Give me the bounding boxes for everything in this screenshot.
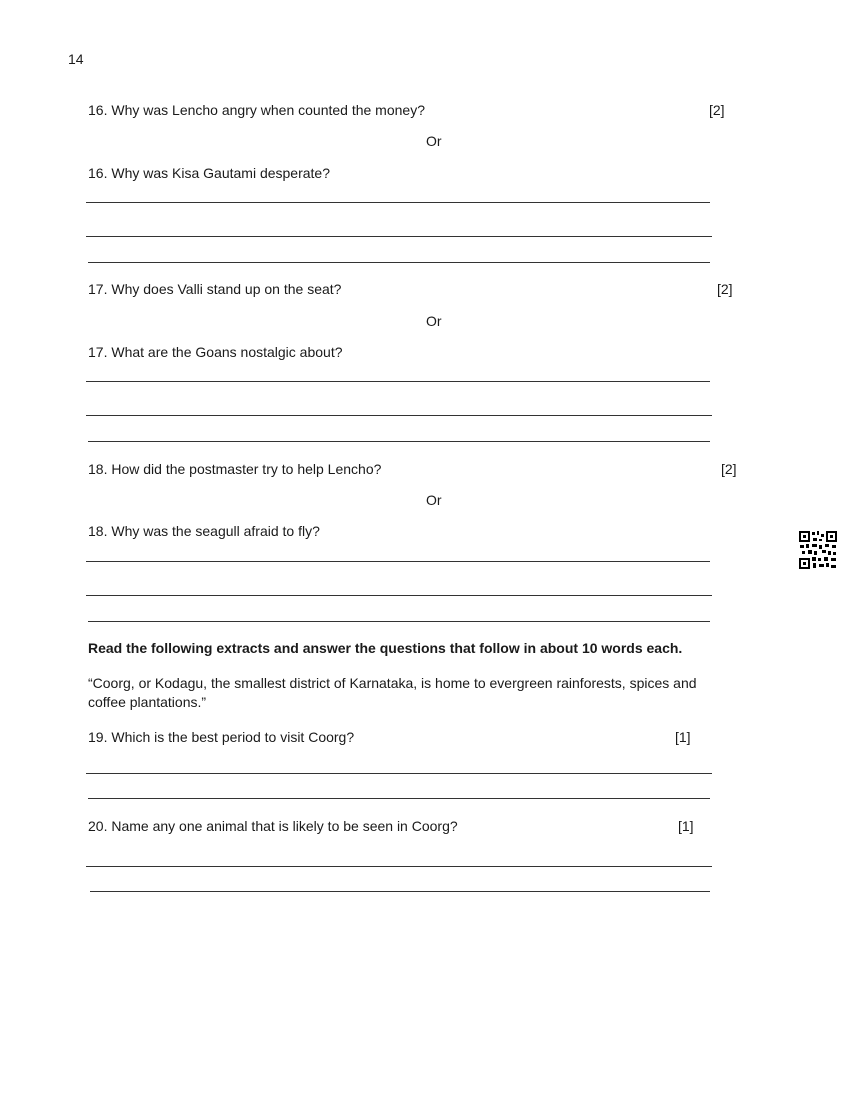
or-label-18: Or [426,492,442,508]
marks-16: [2] [709,102,725,118]
marks-20: [1] [678,818,694,834]
answer-line[interactable] [86,202,710,203]
extract-line-1: “Coorg, or Kodagu, the smallest district of Karnataka, is home to evergreen rainforests, spices and [88,675,697,691]
question-16a: 16. Why was Lencho angry when counted the money? [88,102,425,118]
answer-line[interactable] [88,262,710,263]
or-label-17: Or [426,313,442,329]
qr-code-icon [798,530,838,570]
answer-line[interactable] [86,561,710,562]
answer-line[interactable] [86,236,712,237]
marks-19: [1] [675,729,691,745]
answer-line[interactable] [86,773,712,774]
or-label-16: Or [426,133,442,149]
answer-line[interactable] [88,798,710,799]
question-19: 19. Which is the best period to visit Coorg? [88,729,355,745]
answer-line[interactable] [88,621,710,622]
section-heading: Read the following extracts and answer the questions that follow in about 10 words each. [88,640,683,656]
page-number: 14 [68,51,84,67]
answer-line[interactable] [86,381,710,382]
marks-17: [2] [717,281,733,297]
marks-18: [2] [721,461,737,477]
answer-line[interactable] [86,415,712,416]
question-20: 20. Name any one animal that is likely to be seen in Coorg? [88,818,458,834]
question-18b: 18. Why was the seagull afraid to fly? [88,523,320,539]
answer-line[interactable] [90,891,710,892]
question-17a: 17. Why does Valli stand up on the seat? [88,281,342,297]
answer-line[interactable] [88,441,710,442]
answer-line[interactable] [86,866,712,867]
question-18a: 18. How did the postmaster try to help Lencho? [88,461,382,477]
answer-line[interactable] [86,595,712,596]
question-16b: 16. Why was Kisa Gautami desperate? [88,165,331,181]
extract-line-2: coffee plantations.” [88,694,207,710]
question-17b: 17. What are the Goans nostalgic about? [88,344,343,360]
